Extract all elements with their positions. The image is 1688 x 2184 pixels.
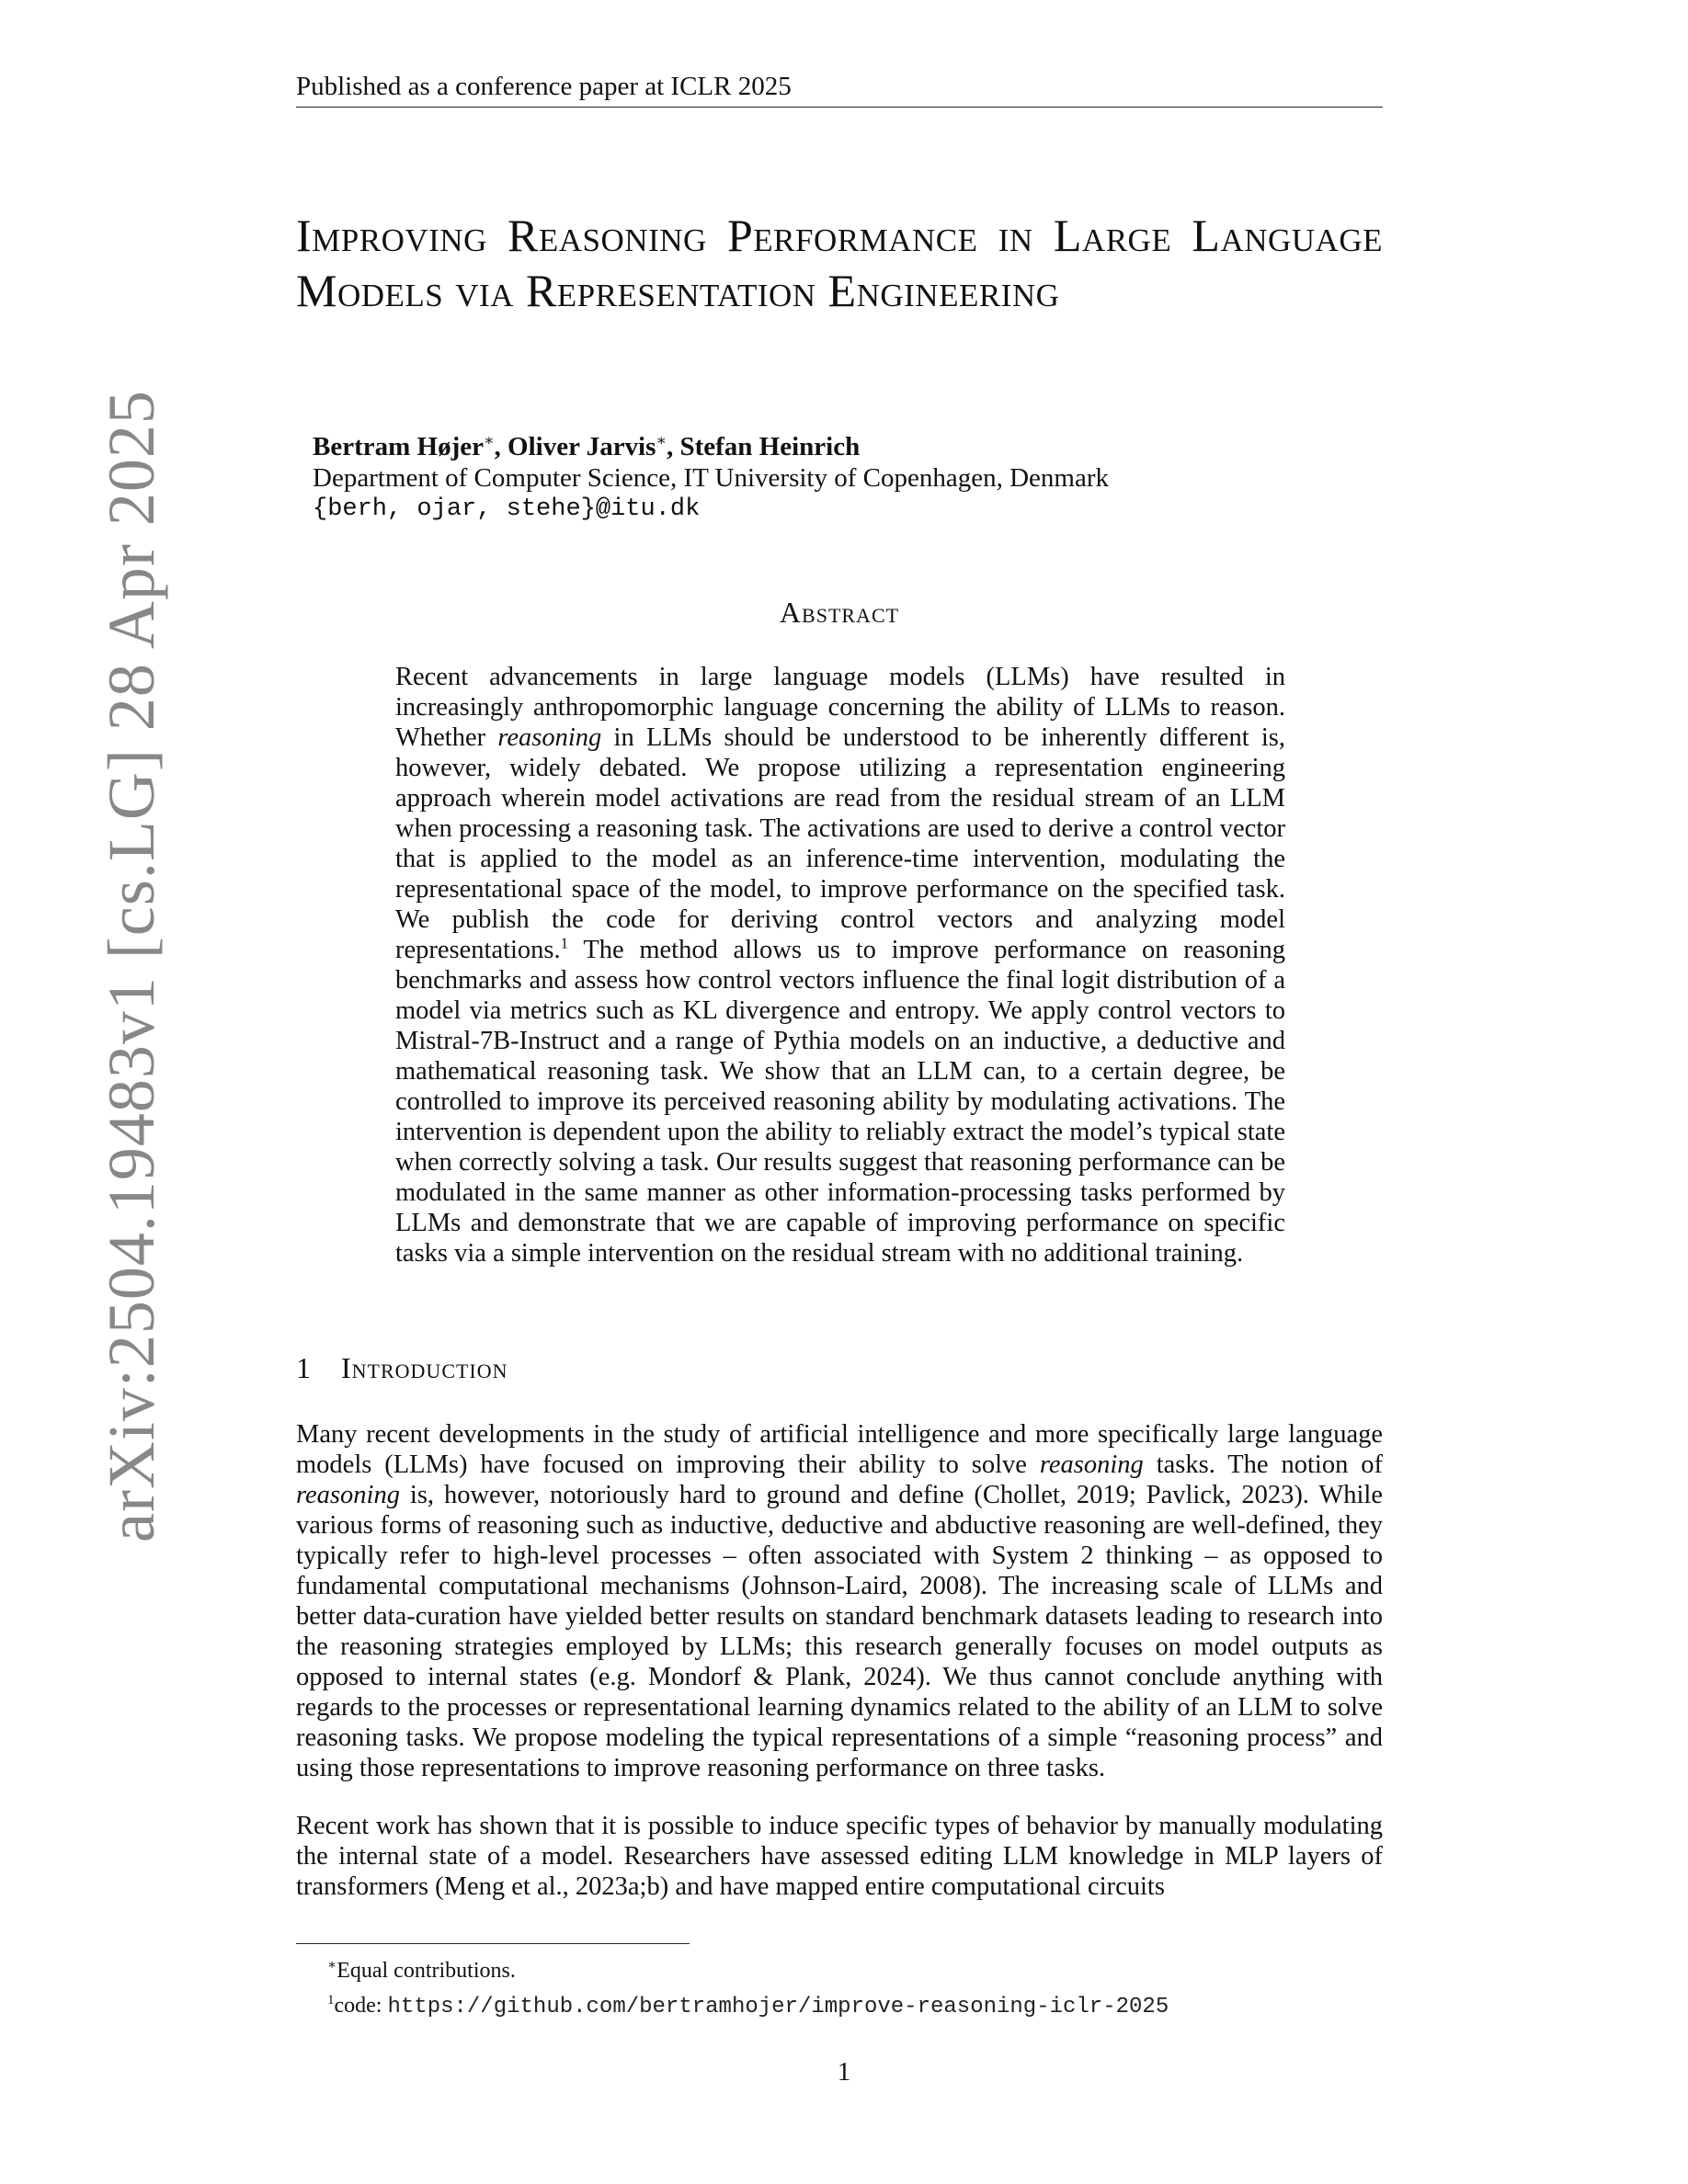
paragraph [296,1419,1383,1783]
author-block [313,425,1109,525]
footnote-equal-contribution [327,1951,1383,1985]
author-name: Stefan Heinrich [679,431,861,461]
emphasis: reasoning [296,1481,400,1509]
emphasis: reasoning [1039,1450,1144,1479]
author-name: Bertram Højer [313,431,484,461]
equal-contribution-mark: ∗ [483,431,495,449]
author-emails[interactable]: {berh, ojar, stehe}@itu.dk [313,495,701,523]
arxiv-identifier-stamp[interactable]: arXiv:2504.19483v1 [cs.LG] 28 Apr 2025 [95,390,168,1542]
abstract-text-part: in LLMs should be understood to be inherently different is, however, widely debated. We propose utilizing a representation engineering approach wherein model activations are read from the residual stream of an LLM when processing a reasoning task. The activations are used to derive a control vector that is applied to the model as an inference-time intervention, modulating the representational space of the model, to improve performance on the specified task. We publish the code for deriving control vectors and analyzing model representations. [395,723,1286,964]
author-name: Oliver Jarvis [508,431,656,461]
equal-contribution-mark: ∗ [656,431,667,449]
section-number: 1 [296,1351,312,1384]
running-header: Published as a conference paper at ICLR 2025 [296,68,1383,108]
abstract-text-part: The method allows us to improve performance on reasoning benchmarks and assess how control vectors influence the final logit distribution of a model via metrics such as KL divergence and entropy. We apply control vectors to Mistral-7B-Instruct and a range of Pythia models on an inductive, a deductive and mathematical reasoning task. We show that an LLM can, to a certain degree, be controlled to improve its perceived reasoning ability by modulating activations. The intervention is dependent upon the ability to reliably extract the model’s typical state when correctly solving a task. Our results suggest that reasoning performance can be modulated in the same manner as other information-processing tasks performed by LLMs and demonstrate that we are capable of improving performance on specific tasks via a simple intervention on the residual stream with no additional training. [395,936,1285,1268]
abstract-text-part: Recent advancements in large language models (LLMs) have resulted in increasingly anthropomorphic language concerning the ability of LLMs to reason. Whether [395,663,1285,752]
page-number: 1 [837,2057,851,2087]
footnote-text: Equal contributions. [336,1959,516,1983]
introduction-body [296,1419,1383,1929]
footnotes [327,1951,1383,2022]
abstract-text [395,662,1285,1268]
footnote-mark: ∗ [327,1958,337,1973]
section-heading-introduction [296,1351,508,1385]
author-affiliation: Department of Computer Science, IT University of Copenhagen, Denmark [313,462,1109,493]
author-names: Bertram Højer∗, Oliver Jarvis∗, Stefan Heinrich [313,431,861,461]
footnote-mark: 1 [327,1993,335,2008]
paragraph-text: is, however, notoriously hard to ground and define (Chollet, 2019; Pavlick, 2023). While various forms of reasoning such as inductive, deductive and abductive reasoning are well-defined, they typically refer to high-level processes – often associated with System 2 thinking – as opposed to fundamental computational mechanisms (Johnson-Laird, 2008). The increasing scale of LLMs and better data-curation have yielded better results on standard benchmark datasets leading to research into the reasoning strategies employed by LLMs; this research generally focuses on model outputs as opposed to internal states (e.g. Mondorf & Plank, 2024). We thus cannot conclude anything with regards to the processes or representational learning dynamics related to the ability of an LLM to solve reasoning tasks. We propose modeling the typical representations of a simple “reasoning process” and using those representations to improve reasoning performance on three tasks. [296,1481,1383,1782]
footnote-divider [296,1943,690,1944]
footnote-reference[interactable]: 1 [560,934,569,952]
abstract-emphasis: reasoning [497,723,602,752]
paragraph-text: Many recent developments in the study of artificial intelligence and more specifically large language models (LLMs) have focused on improving their ability to solve [296,1420,1383,1479]
footnote-code [327,1985,1383,2022]
paragraph-text: tasks. The notion of [1143,1450,1383,1479]
code-repository-link[interactable]: https://github.com/bertramhojer/improve-reasoning-iclr-2025 [387,1995,1169,2019]
paper-title: Improving Reasoning Performance in Large Language Models via Representation Engineering [296,210,1383,316]
paragraph: Recent work has shown that it is possible to induce specific types of behavior by manually modulating the internal state of a model. Researchers have assessed editing LLM knowledge in MLP layers of transformers (Meng et al., 2023a;b) and have mapped entire computational circuits [296,1812,1383,1901]
abstract-heading: Abstract [779,596,900,629]
section-title: Introduction [341,1351,508,1384]
footnote-label: code: [334,1994,388,2018]
